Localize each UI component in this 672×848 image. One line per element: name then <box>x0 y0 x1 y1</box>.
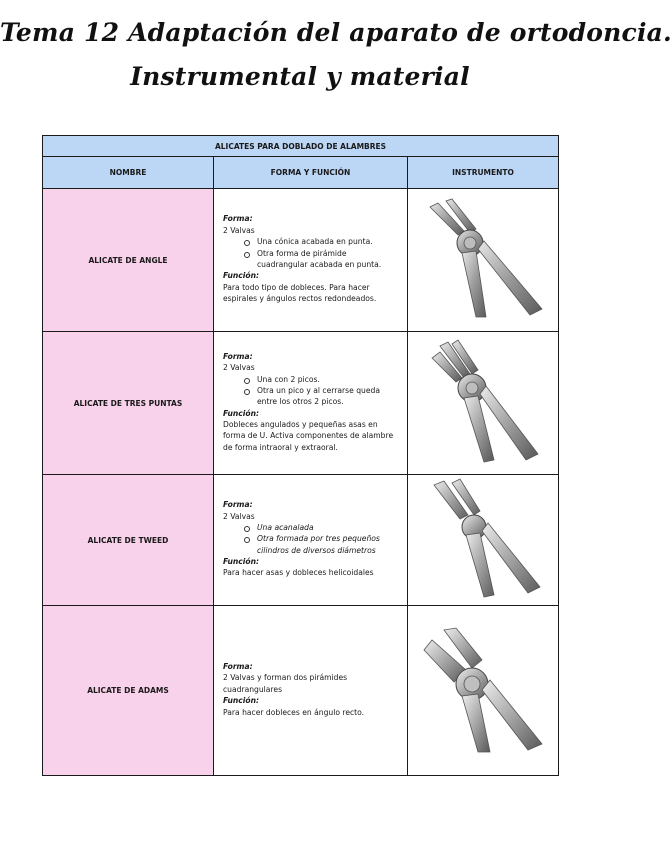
table-caption: ALICATES PARA DOBLADO DE ALAMBRES <box>43 136 559 157</box>
table-row <box>43 189 559 332</box>
list-item: Una cónica acabada en punta. <box>257 236 399 247</box>
plier-name: ALICATE DE TWEED <box>43 475 214 606</box>
funcion-text: Para hacer asas y dobleces helicoidales <box>223 568 374 578</box>
table-header-row <box>43 157 559 189</box>
forma-list <box>223 522 399 556</box>
plier-name: ALICATE DE ANGLE <box>43 189 214 332</box>
column-header-name: NOMBRE <box>43 157 214 189</box>
list-item: Una con 2 picos. <box>257 374 399 385</box>
plier-description <box>214 606 408 776</box>
instrument-cell <box>408 475 559 606</box>
funcion-label: Función: <box>223 696 260 706</box>
instrument-cell <box>408 606 559 776</box>
pliers-table <box>42 135 559 776</box>
forma-label: Forma: <box>223 214 253 224</box>
angle-plier-image <box>418 195 548 325</box>
funcion-label: Función: <box>223 408 260 418</box>
plier-description <box>214 189 408 332</box>
forma-text: 2 Valvas <box>223 225 255 235</box>
forma-label: Forma: <box>223 662 253 672</box>
forma-text: 2 Valvas <box>223 511 255 521</box>
column-header-instrument: INSTRUMENTO <box>408 157 559 189</box>
table-row <box>43 332 559 475</box>
list-item: Otra formada por tres pequeños cilindros de diversos diámetros <box>257 533 399 556</box>
forma-text: 2 Valvas y forman dos pirámides cuadrangulares <box>223 673 348 694</box>
column-header-form: FORMA Y FUNCIÓN <box>214 157 408 189</box>
plier-description <box>214 332 408 475</box>
tweed-plier-image <box>418 475 548 605</box>
funcion-text: Para todo tipo de dobleces. Para hacer espirales y ángulos rectos redondeados. <box>223 282 377 304</box>
instrument-cell <box>408 332 559 475</box>
plier-name: ALICATE DE ADAMS <box>43 606 214 776</box>
list-item: Otra forma de pirámide cuadrangular acabada en punta. <box>257 248 399 271</box>
instrument-cell <box>408 189 559 332</box>
plier-description <box>214 475 408 606</box>
funcion-label: Función: <box>223 557 260 567</box>
forma-text: 2 Valvas <box>223 363 255 373</box>
forma-label: Forma: <box>223 500 253 510</box>
table-row <box>43 606 559 776</box>
funcion-text: Dobleces angulados y pequeñas asas en forma de U. Activa componentes de alambre de forma intraoral y extraoral. <box>223 420 394 452</box>
forma-label: Forma: <box>223 351 253 361</box>
page-title-line-1: Tema 12 Adaptación del aparato de ortodoncia. <box>0 18 672 47</box>
list-item: Otra un pico y al cerrarse queda entre los otros 2 picos. <box>257 385 399 408</box>
three-prong-plier-image <box>418 338 548 468</box>
adams-plier-image <box>418 626 548 756</box>
list-item: Una acanalada <box>257 522 399 533</box>
funcion-text: Para hacer dobleces en ángulo recto. <box>223 707 365 717</box>
funcion-label: Función: <box>223 271 260 281</box>
page-title-line-2: Instrumental y material <box>130 62 470 91</box>
table-caption-row <box>43 136 559 157</box>
forma-list <box>223 374 399 408</box>
forma-list <box>223 236 399 270</box>
table-row <box>43 475 559 606</box>
plier-name: ALICATE DE TRES PUNTAS <box>43 332 214 475</box>
